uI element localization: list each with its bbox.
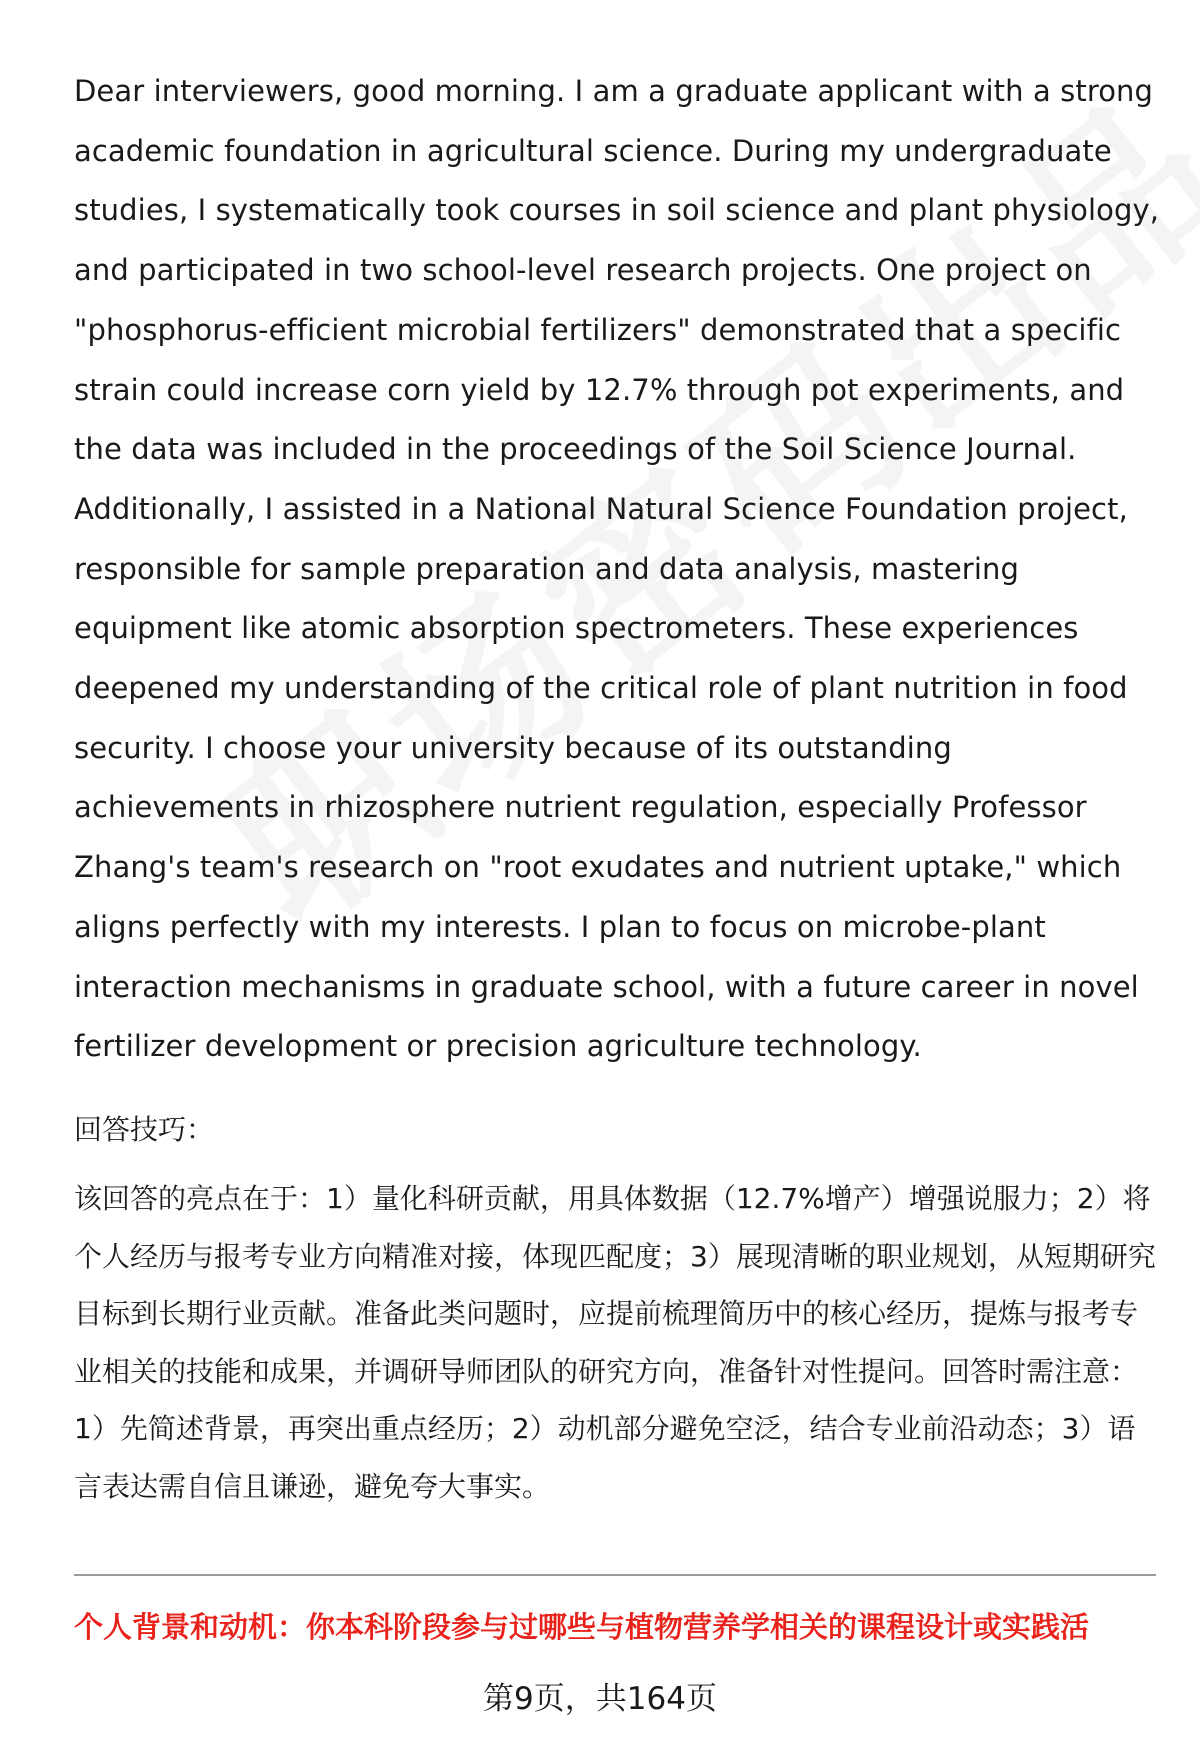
answer-paragraph: Dear interviewers, good morning. I am a graduate applicant with a strong academic foundation in agricultural science. During my undergraduate studies, I systematically took courses in soil science and plant physiology, and participated in two school-level research projects. One project on "phosphorus-efficient microbial fertilizers" demonstrated that a specific strain could increase corn yield by 12.7% through pot experiments, and the data was included in the proceedings of the Soil Science Journal. Additionally, I assisted in a National Natural Science Foundation project, responsible for sample preparation and data analysis, mastering equipment like atomic absorption spectrometers. These experiences deepened my understanding of the critical role of plant nutrition in food security. I choose your university because of its outstanding achievements in rhizosphere nutrient regulation, especially Professor Zhang's team's research on "root exudates and nutrient uptake," which aligns perfectly with my interests. I plan to focus on microbe-plant interaction mechanisms in graduate school, with a future career in novel fertilizer development or precision agriculture technology.	[74, 74, 1160, 1064]
next-question-heading: 个人背景和动机：你本科阶段参与过哪些与植物营养学相关的课程设计或实践活	[74, 1610, 1090, 1644]
section-divider	[74, 1574, 1156, 1576]
page-number: 第9页，共164页	[483, 1681, 717, 1717]
tips-paragraph: 该回答的亮点在于：1）量化科研贡献，用具体数据（12.7%增产）增强说服力；2）将个人经历与报考专业方向精准对接，体现匹配度；3）展现清晰的职业规划，从短期研究目标到长期行业贡献。准备此类问题时，应提前梳理简历中的核心经历，提炼与报考专业相关的技能和成果，并调研导师团队的研究方向，准备针对性提问。回答时需注意：1）先简述背景，再突出重点经历；2）动机部分避免空泛，结合专业前沿动态；3）语言表达需自信且谦逊，避免夸大事实。	[74, 1182, 1156, 1503]
tips-heading: 回答技巧：	[74, 1113, 215, 1146]
